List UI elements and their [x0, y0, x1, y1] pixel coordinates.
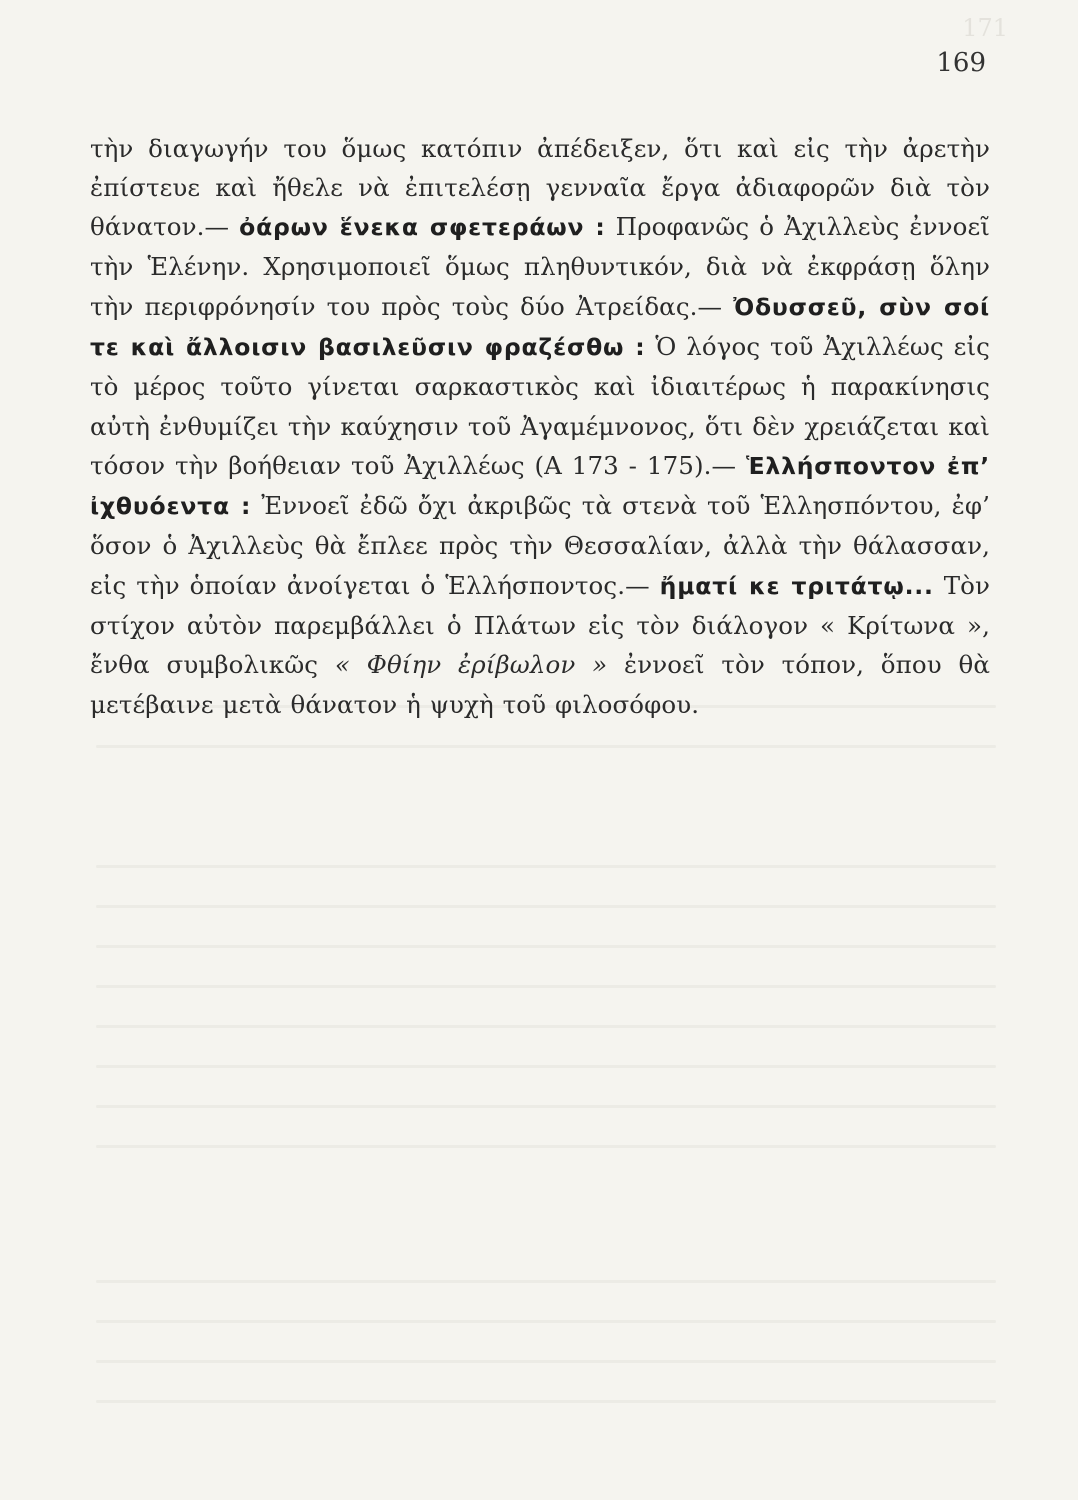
text-segment: Τὸν στίχον αὐτὸν παρεμβάλλει ὁ Πλάτων εἰς τὸν διάλογον « Κρίτωνα », ἔνθα συμβολικῶς: [90, 570, 990, 680]
text-segment: ἐννοεῖ τὸν τόπον, ὅπου θὰ μετέβαινε μετὰ θάνατον ἡ ψυχὴ τοῦ φιλοσόφου.: [90, 650, 990, 719]
text-segment: Προφανῶς ὁ Ἀχιλλεὺς ἐννοεῖ τὴν Ἑλένην. Χρησιμοποιεῖ ὅμως πληθυντικόν, διὰ νὰ ἐκφράσῃ ὅλην τὴν περιφρόνησίν του πρὸς τοὺς δύο Ἀτρείδας.—: [90, 212, 990, 321]
page-number: 169: [936, 48, 986, 78]
lemma-heading: Ὀδυσσεῦ, σὺν σοί τε καὶ ἄλλοισιν βασιλεῦσιν φραζέσθω :: [90, 292, 990, 361]
text-segment: Ἐννοεῖ ἐδῶ ὄχι ἀκριβῶς τὰ στενὰ τοῦ Ἑλλησπόντου, ἐφ’ ὅσον ὁ Ἀχιλλεὺς θὰ ἔπλεε πρὸς τὴν Θεσσαλίαν, ἀλλὰ τὴν θάλασσαν, εἰς τὴν ὁποίαν ἀνοίγεται ὁ Ἑλλήσποντος.—: [90, 491, 990, 600]
lemma-heading: Ἑλλήσποντον ἐπ’ ἰχθυόεντα :: [90, 451, 990, 521]
text-segment: Ὁ λόγος τοῦ Ἀχιλλέως εἰς τὸ μέρος τοῦτο γίνεται σαρκαστικὸς καὶ ἰδιαιτέρως ἡ παρακίνησις αὐτὴ ἐνθυμίζει τὴν καύχησιν τοῦ Ἀγαμέμνονος, ὅτι δὲν χρειάζεται καὶ τόσον τὴν βοήθειαν τοῦ Ἀχιλλέως (Α 173 - 175).—: [90, 331, 990, 480]
lemma-heading: ὀάρων ἕνεκα σφετεράων :: [239, 213, 606, 242]
italic-quote: « Φθίην ἐρίβωλον »: [334, 650, 608, 680]
bleed-through-page-number: 171: [962, 14, 1008, 42]
commentary-paragraph: [90, 129, 990, 724]
text-segment: τὴν διαγωγήν του ὅμως κατόπιν ἀπέδειξεν, ὅτι καὶ εἰς τὴν ἀρετὴν ἐπίστευε καὶ ἤθελε νὰ ἐπιτελέσῃ γενναῖα ἔργα ἀδιαφορῶν διὰ τὸν θάνατον.—: [90, 133, 990, 242]
lemma-heading: ἤματί κε τριτάτῳ...: [659, 571, 934, 600]
